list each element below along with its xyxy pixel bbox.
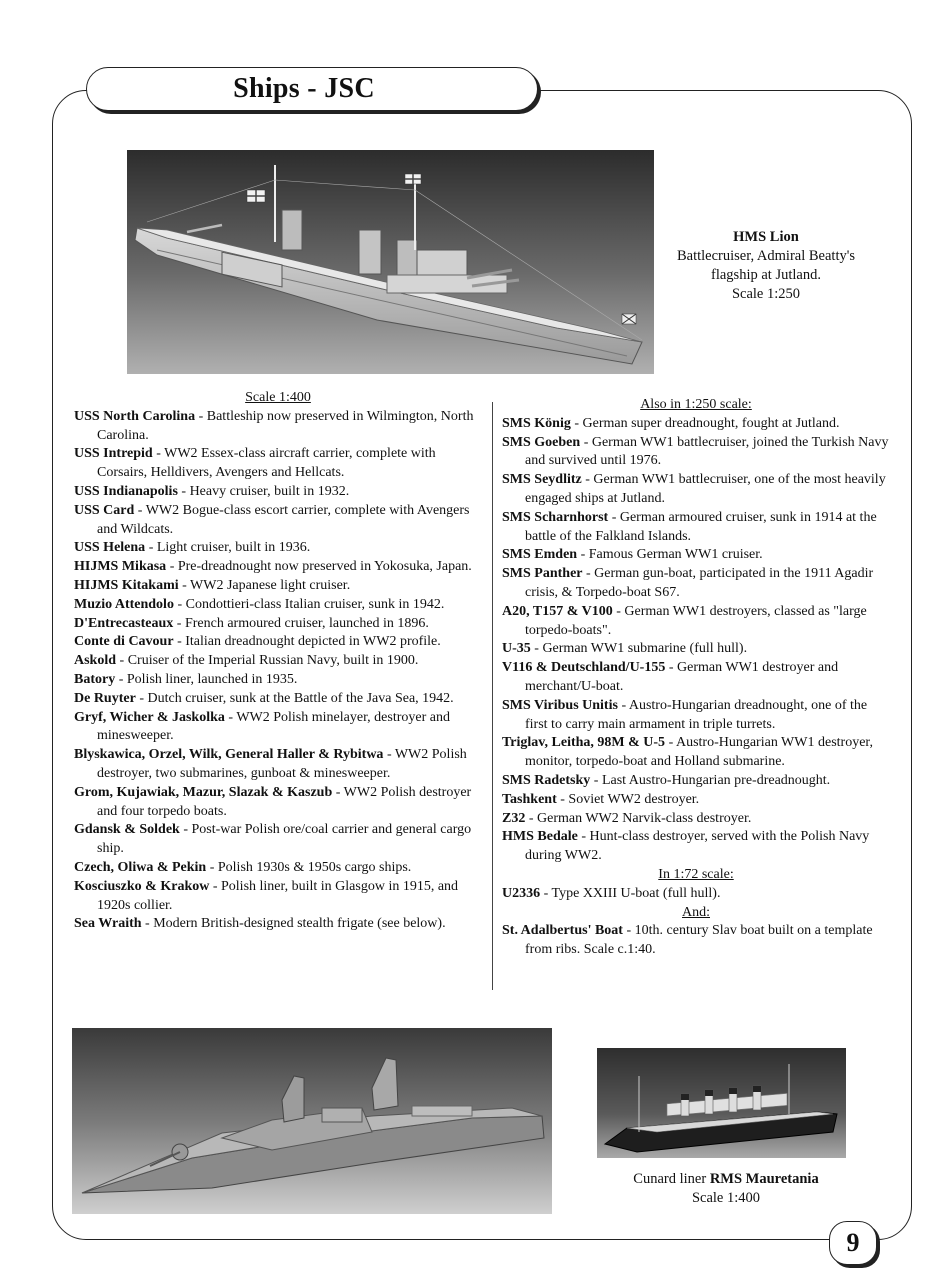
page-number: 9 — [829, 1221, 877, 1265]
ship-name: Gdansk & Soldek — [74, 822, 180, 838]
ship-entry — [502, 922, 890, 960]
sea-wraith-photo — [72, 1028, 552, 1214]
ship-name: SMS Scharnhorst — [502, 509, 609, 525]
ship-name: SMS Emden — [502, 547, 578, 563]
ship-description: - Hunt-class destroyer, served with the Polish Navy during WW2. — [525, 829, 870, 864]
ship-entry — [74, 821, 482, 859]
ship-name: Batory — [74, 671, 116, 687]
ship-name: HIJMS Mikasa — [74, 559, 167, 575]
ship-description: - Polish 1930s & 1950s cargo ships. — [206, 859, 412, 875]
ship-description: - Italian dreadnought depicted in WW2 profile. — [173, 634, 441, 650]
ship-description: - Famous German WW1 cruiser. — [577, 547, 763, 563]
caption-line: flagship at Jutland. — [711, 267, 821, 283]
ship-name: USS Card — [74, 502, 135, 518]
ship-entry — [74, 539, 482, 558]
ship-name: U2336 — [502, 885, 541, 901]
ship-entry — [74, 915, 482, 934]
ship-entry — [502, 603, 890, 641]
ship-description: - Light cruiser, built in 1936. — [145, 540, 311, 556]
ship-entry — [502, 772, 890, 791]
ship-name: Czech, Oliwa & Pekin — [74, 859, 207, 875]
ship-name: HMS Bedale — [502, 829, 578, 845]
ship-entry — [502, 509, 890, 547]
ship-description: - WW2 Bogue-class escort carrier, complete with Avengers and Wildcats. — [97, 502, 470, 537]
right-column-heading-3: And: — [682, 904, 710, 920]
caption-line: Scale 1:250 — [731, 286, 801, 302]
ship-entry — [74, 784, 482, 822]
ship-description: - Condottieri-class Italian cruiser, sunk in 1942. — [173, 596, 445, 612]
ship-description: - Battleship now preserved in Wilmington, North Carolina. — [97, 408, 474, 443]
ship-name: SMS Goeben — [502, 434, 581, 450]
ship-name: V116 & Deutschland/U-155 — [502, 660, 666, 676]
ship-entry — [74, 859, 482, 878]
ship-entry — [502, 546, 890, 565]
ship-entry — [74, 558, 482, 577]
ship-entry — [502, 734, 890, 772]
ship-description: - Austro-Hungarian dreadnought, one of the first to carry main armament in triple turrets. — [525, 697, 868, 732]
ship-description: - WW2 Polish minelayer, destroyer and minesweeper. — [97, 709, 450, 744]
left-column-heading: Scale 1:400 — [245, 390, 311, 405]
ship-name: Tashkent — [502, 791, 557, 807]
ship-entry — [74, 596, 482, 615]
ship-description: - German super dreadnought, fought at Jutland. — [570, 415, 840, 431]
ship-entry — [74, 483, 482, 502]
ship-description: - German WW1 battlecruiser, joined the Turkish Navy and survived until 1976. — [525, 434, 889, 469]
ship-entry — [74, 408, 482, 446]
ship-entry — [502, 810, 890, 829]
ship-name: SMS Radetsky — [502, 772, 591, 788]
caption-ship-name: RMS Mauretania — [709, 1171, 819, 1187]
ship-description: - Cruiser of the Imperial Russian Navy, built in 1900. — [116, 653, 419, 669]
ship-entry — [502, 471, 890, 509]
ship-description: - WW2 Japanese light cruiser. — [178, 577, 351, 593]
right-column-heading-2: In 1:72 scale: — [658, 866, 734, 882]
ship-description: - German WW1 submarine (full hull). — [530, 641, 748, 657]
ship-entry — [74, 746, 482, 784]
page-title: Ships - JSC — [233, 73, 375, 104]
ship-name: USS Indianapolis — [74, 483, 178, 499]
ship-name: Askold — [74, 653, 117, 669]
caption-prefix: Cunard liner — [633, 1171, 710, 1187]
ship-entry — [74, 615, 482, 634]
ship-entry — [74, 502, 482, 540]
right-column — [502, 396, 890, 960]
ship-description: - French armoured cruiser, launched in 1896. — [173, 615, 429, 631]
ship-name: Blyskawica, Orzel, Wilk, General Haller & Rybitwa — [74, 747, 384, 763]
ship-description: - Modern British-designed stealth frigate (see below). — [141, 916, 446, 932]
ship-name: Triglav, Leitha, 98M & U-5 — [502, 735, 666, 751]
ship-entry — [74, 690, 482, 709]
ship-description: - Post-war Polish ore/coal carrier and general cargo ship. — [97, 822, 472, 857]
ship-description: - German WW1 destroyer and merchant/U-boat. — [525, 660, 839, 694]
ship-entry — [502, 640, 890, 659]
hms-lion-photo — [127, 150, 654, 374]
hms-lion-caption — [662, 228, 870, 304]
caption-ship-line — [612, 1170, 840, 1189]
ship-name: USS North Carolina — [74, 408, 196, 424]
ship-entry — [74, 445, 482, 483]
right-column-heading: Also in 1:250 scale: — [640, 397, 752, 412]
ship-name: HIJMS Kitakami — [74, 577, 179, 593]
ship-name: SMS Panther — [502, 566, 583, 582]
ship-entry — [502, 434, 890, 472]
ship-entry — [74, 671, 482, 690]
ship-entry — [502, 659, 890, 697]
ship-name: De Ruyter — [74, 690, 136, 706]
ship-description: - Heavy cruiser, built in 1932. — [177, 483, 350, 499]
ship-name: Sea Wraith — [74, 916, 142, 932]
ship-description: - German WW1 battlecruiser, one of the most heavily engaged ships at Jutland. — [525, 472, 886, 506]
ship-entry — [74, 633, 482, 652]
ship-description: - 10th. century Slav boat built on a template from ribs. Scale c.1:40. — [525, 923, 873, 958]
ship-name: D'Entrecasteaux — [74, 615, 174, 631]
ship-entry — [502, 828, 890, 866]
caption-ship-name: HMS Lion — [733, 229, 799, 245]
ship-description: - Type XXIII U-boat (full hull). — [540, 885, 721, 901]
ship-name: SMS Viribus Unitis — [502, 697, 618, 713]
left-column — [74, 389, 482, 934]
ship-entry — [502, 415, 890, 434]
title-tab — [86, 67, 538, 111]
column-divider — [492, 402, 493, 990]
caption-line: Battlecruiser, Admiral Beatty's — [676, 248, 855, 264]
ship-name: U-35 — [502, 641, 531, 657]
ship-entry — [74, 709, 482, 747]
ship-name: SMS König — [502, 415, 571, 431]
ship-entry — [502, 565, 890, 603]
ship-description: - Polish liner, built in Glasgow in 1915, and 1920s collier. — [97, 878, 459, 913]
ship-name: Grom, Kujawiak, Mazur, Slazak & Kaszub — [74, 784, 333, 800]
mauretania-caption — [612, 1170, 840, 1208]
ship-entry — [74, 577, 482, 596]
ship-entry — [502, 697, 890, 735]
caption-scale: Scale 1:400 — [691, 1190, 761, 1206]
ship-name: A20, T157 & V100 — [502, 603, 613, 619]
ship-description: - German WW2 Narvik-class destroyer. — [525, 810, 752, 826]
ship-description: - Pre-dreadnought now preserved in Yokosuka, Japan. — [166, 559, 472, 575]
ship-name: Gryf, Wicher & Jaskolka — [74, 709, 225, 725]
ship-entry — [74, 652, 482, 671]
ship-entry — [502, 885, 890, 904]
ship-name: Conte di Cavour — [74, 634, 174, 650]
ship-name: St. Adalbertus' Boat — [502, 923, 623, 939]
ship-description: - WW2 Essex-class aircraft carrier, complete with Corsairs, Helldivers, Avengers and Hellcats. — [97, 446, 436, 481]
ship-description: - German armoured cruiser, sunk in 1914 at the battle of the Falkland Islands. — [525, 509, 877, 544]
ship-description: - Last Austro-Hungarian pre-dreadnought. — [590, 772, 831, 788]
ship-description: - Dutch cruiser, sunk at the Battle of the Java Sea, 1942. — [135, 690, 454, 706]
ship-entry — [74, 878, 482, 916]
ship-description: - Soviet WW2 destroyer. — [556, 791, 700, 807]
ship-name: USS Intrepid — [74, 446, 153, 462]
ship-name: Kosciuszko & Krakow — [74, 878, 210, 894]
ship-description: - Polish liner, launched in 1935. — [115, 671, 298, 687]
ship-description: - WW2 Polish destroyer and four torpedo boats. — [97, 784, 472, 819]
ship-description: - WW2 Polish destroyer, two submarines, gunboat & minesweeper. — [97, 747, 467, 781]
mauretania-photo — [597, 1048, 846, 1158]
ship-description: - German gun-boat, participated in the 1911 Agadir crisis, & Torpedo-boat S67. — [525, 566, 874, 600]
ship-entry — [502, 791, 890, 810]
ship-description: - German WW1 destroyers, classed as "large torpedo-boats". — [525, 603, 867, 638]
ship-name: USS Helena — [74, 540, 146, 556]
ship-name: Z32 — [502, 810, 526, 826]
ship-description: - Austro-Hungarian WW1 destroyer, monitor, torpedo-boat and Holland submarine. — [525, 735, 874, 770]
ship-name: SMS Seydlitz — [502, 472, 582, 488]
ship-name: Muzio Attendolo — [74, 596, 174, 612]
